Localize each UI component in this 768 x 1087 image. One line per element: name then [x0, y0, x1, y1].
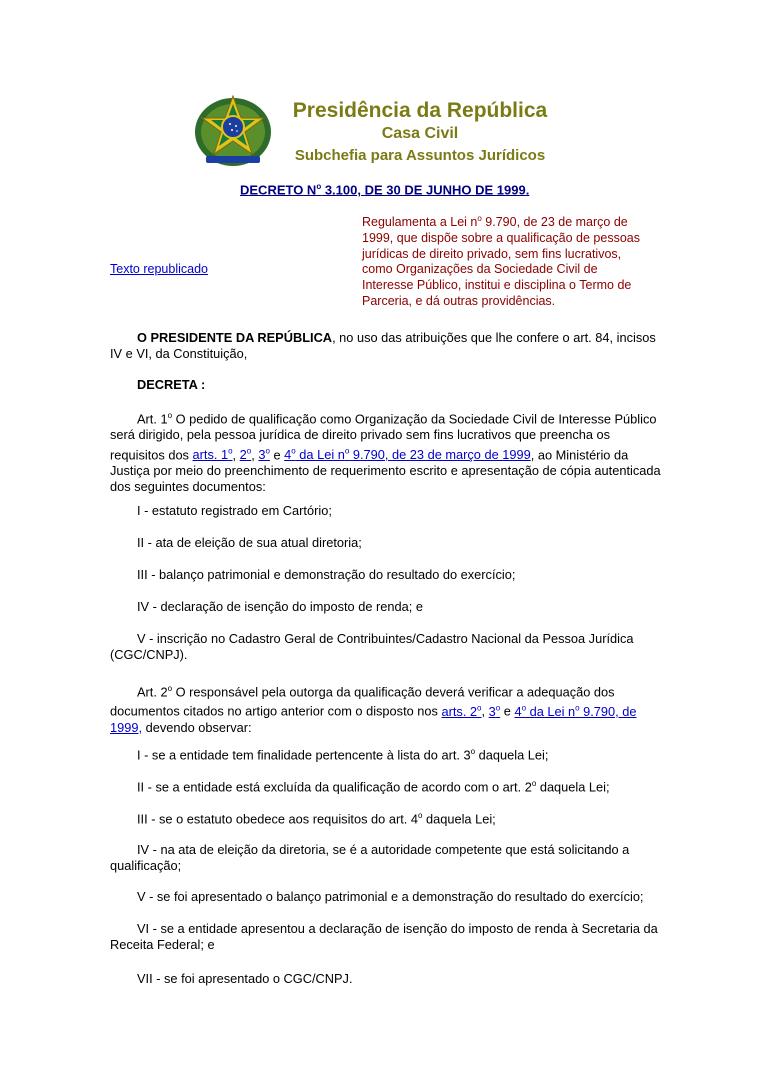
article-1-item: III - balanço patrimonial e demonstração do resultado do exercício;: [137, 567, 516, 582]
article-1-item: IV - declaração de isenção do imposto de renda; e: [137, 599, 423, 614]
article-1-item: I - estatuto registrado em Cartório;: [137, 503, 332, 518]
law-9790-link[interactable]: 4$^o$ da Lei $n^o$ 9.790, de 1999,: [110, 703, 637, 735]
article-2-item: II - se a entidade está excluída da qualificação de acordo com o art. 2$^o$ daquela Lei;: [137, 779, 610, 795]
article-1-paragraph: Art. 1$^o$ O pedido de qualificação como Organização da Sociedade Civil de Interesse Público será dirigido, pela pessoa jurídica de direito privado sem fins lucrativos que preencha os requisitos dos arts. 1$^o$, 2$^o$, 3$^o$ e 4$^o$ da Lei $n^o$ 9.790, de 23 de março de 1999, ao Ministério da Justiça por meio do preenchimento de requerimento escrito e apresentação de cópia autenticada dos seguintes documentos:: [110, 411, 661, 495]
decreta-heading: DECRETA :: [137, 377, 206, 392]
article-2-paragraph: Art. 2$^o$ O responsável pela outorga da qualificação deverá verificar a adequação dos documentos citados no artigo anterior com o disposto nos arts. 2$^o$, 3$^o$ e 4$^o$ da Lei $n^o$ 9.790, de 1999, devendo observar:: [110, 684, 637, 735]
article-2-item: V - se foi apresentado o balanço patrimonial e a demonstração do resultado do exercício;: [137, 889, 644, 904]
header-subtitle: Casa Civil: [381, 125, 459, 142]
law-article-3-link[interactable]: 3$^o$: [488, 703, 501, 719]
preamble-paragraph: O PRESIDENTE DA REPÚBLICA, no uso das atribuições que lhe confere o art. 84, incisos IV e VI, da Constituição,: [110, 330, 656, 362]
article-2-item: VII - se foi apresentado o CGC/CNPJ.: [137, 971, 353, 986]
law-article-2-link[interactable]: 2$^o$: [239, 446, 252, 462]
article-2-item: VI - se a entidade apresentou a declaração de isenção do imposto de renda à Secretaria da Receita Federal; e: [110, 921, 658, 953]
header-department: Subchefia para Assuntos Jurídicos: [294, 147, 546, 164]
law-9790-link[interactable]: 4$^o$ da Lei $n^o$ 9.790, de 23 de março de 1999: [284, 446, 531, 462]
decree-title-link[interactable]: DECRETO $N^o$ 3.100, DE 30 DE JUNHO DE 1999.: [240, 182, 530, 198]
header-title: Presidência da República: [292, 99, 548, 122]
article-2-item: III - se o estatuto obedece aos requisitos do art. 4$^o$ daquela Lei;: [137, 811, 496, 827]
law-articles-link[interactable]: arts. 2$^o$: [441, 703, 482, 719]
article-2-item: IV - na ata de eleição da diretoria, se é a autoridade competente que está solicitando a qualificação;: [110, 842, 630, 874]
article-2-item: I - se a entidade tem finalidade pertencente à lista do art. 3$^o$ daquela Lei;: [137, 747, 549, 763]
republished-text-link[interactable]: Texto republicado: [110, 262, 208, 276]
article-1-item: V - inscrição no Cadastro Geral de Contribuintes/Cadastro Nacional da Pessoa Jurídica (CGC/CNPJ).: [110, 631, 634, 663]
article-1-item: II - ata de eleição de sua atual diretoria;: [137, 535, 362, 550]
law-articles-link[interactable]: arts. 1$^o$: [192, 446, 233, 462]
decree-summary: Regulamenta a Lei $n^o$ 9.790, de 23 de março de 1999, que dispõe sobre a qualificação de pessoas jurídicas de direito privado, sem fins lucrativos, como Organizações da Sociedade Civil de Interesse Público, institui e disciplina o Termo de Parceria, e dá outras providências.: [362, 214, 640, 308]
law-article-3-link[interactable]: 3$^o$: [258, 446, 270, 462]
